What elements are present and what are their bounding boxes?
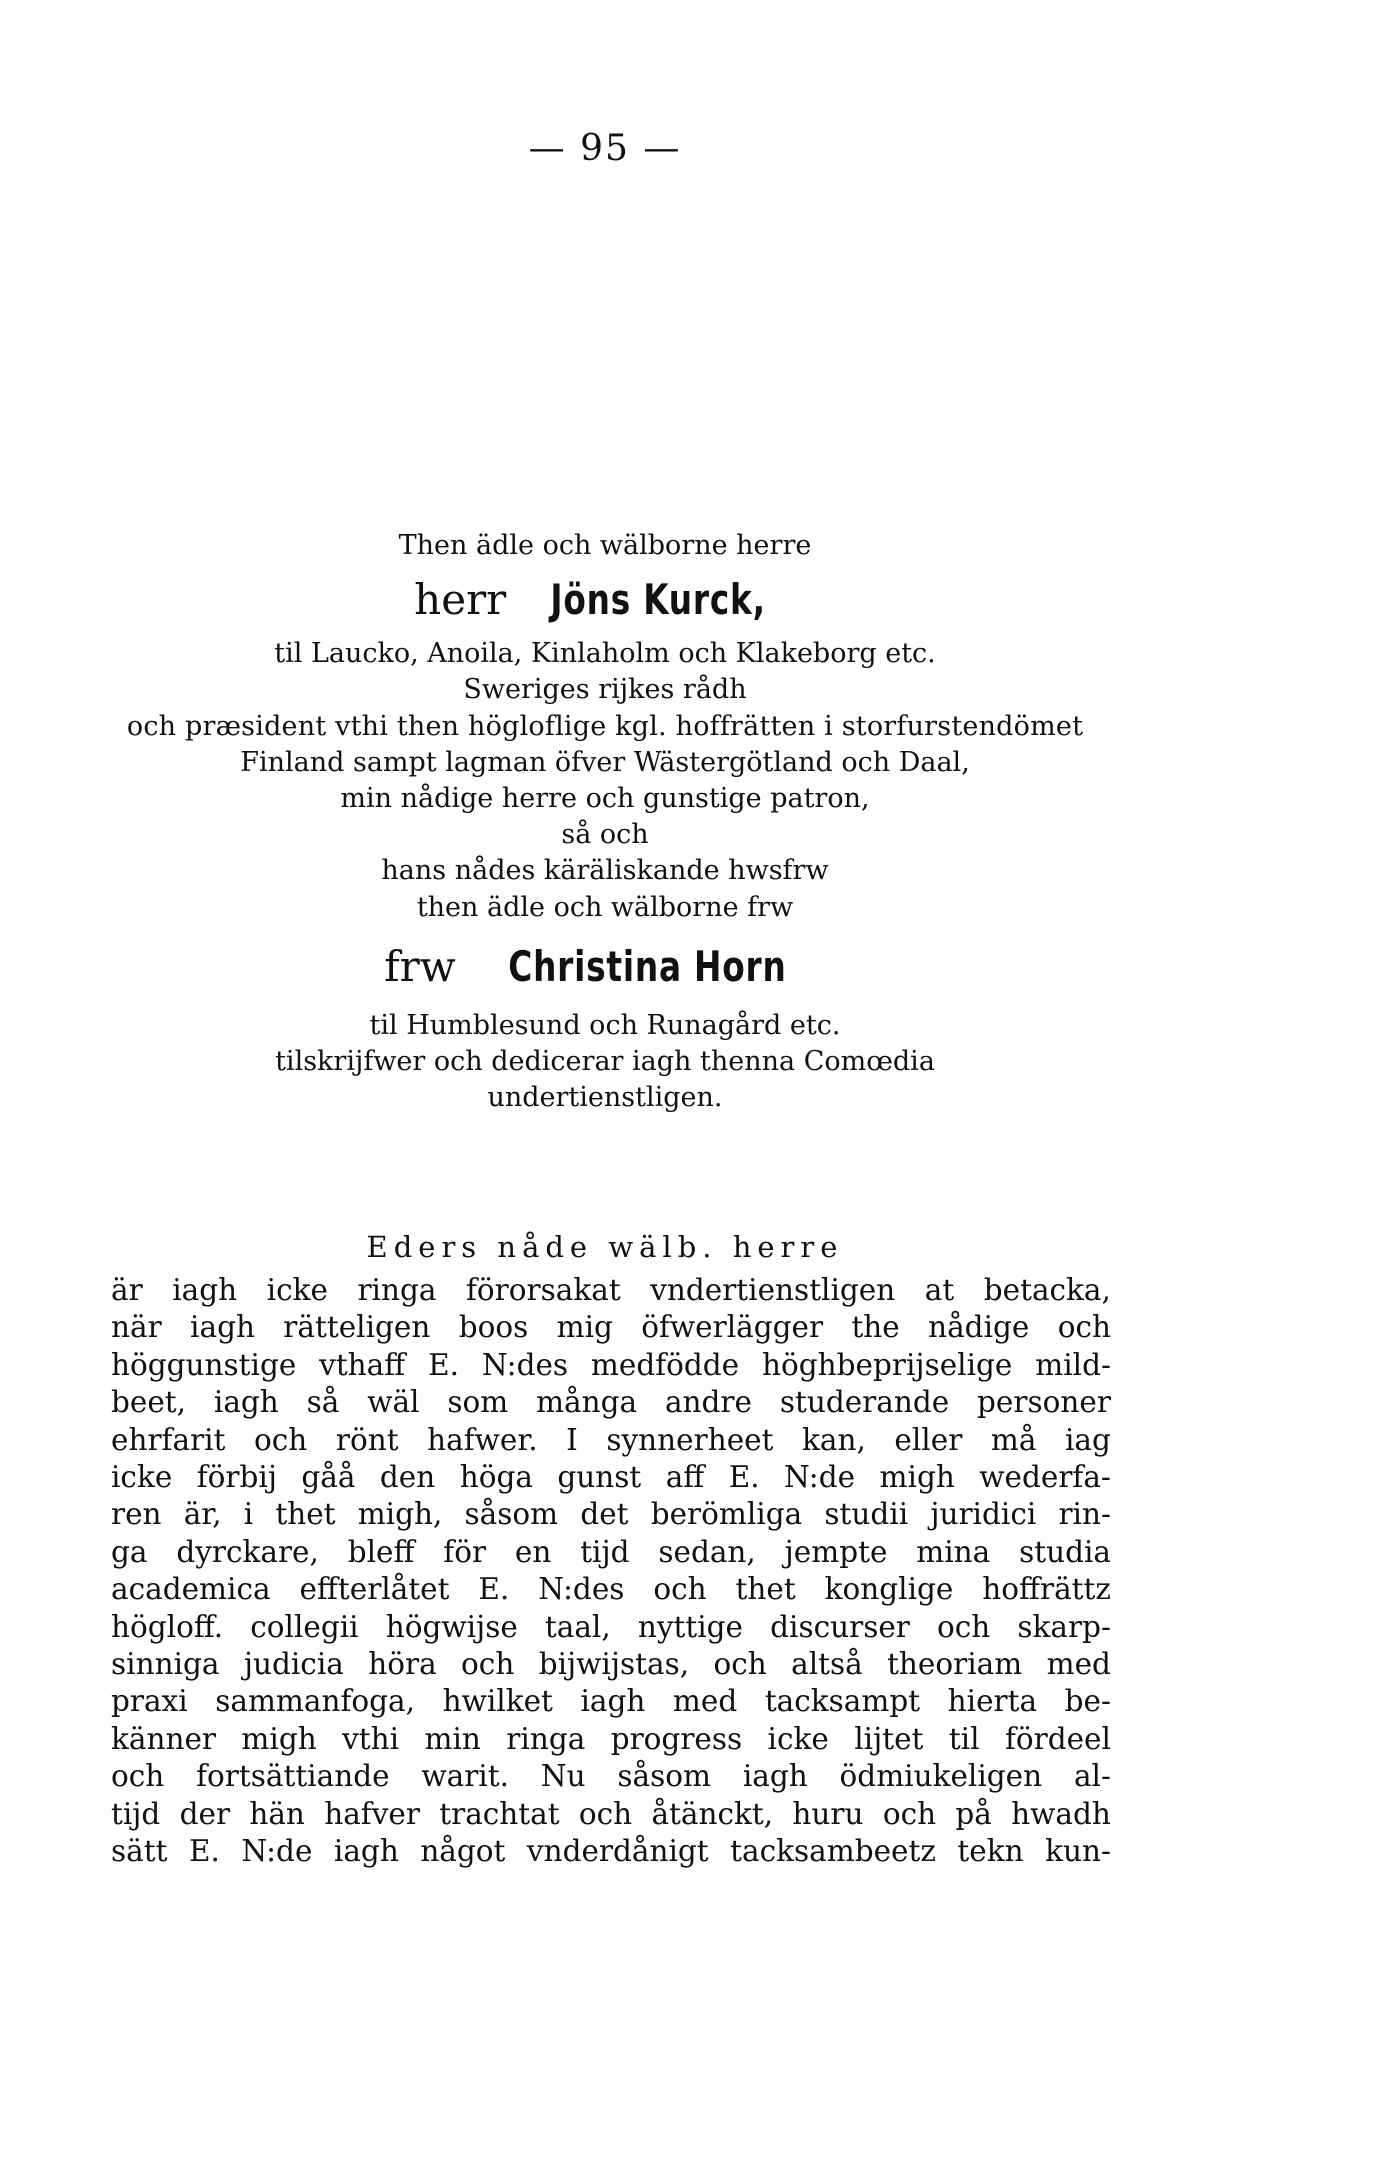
word: något [420, 1834, 506, 1869]
word: ödmiukeligen [839, 1759, 1043, 1794]
body-line [111, 1422, 1111, 1459]
recipient-2-name: Christina Horn [508, 941, 787, 991]
body-paragraph [111, 1272, 1111, 1871]
word: N:de [241, 1834, 313, 1869]
word: judicia [243, 1647, 344, 1682]
word: ren [111, 1497, 162, 1532]
word: det [580, 1497, 629, 1532]
word: och [1057, 1310, 1111, 1345]
word: med [1046, 1647, 1111, 1682]
dedication-line: min nådige herre och gunstige patron, [340, 783, 870, 815]
word: iag [1064, 1422, 1111, 1457]
word: der [179, 1796, 231, 1831]
dedication-line: til Humblesund och Runagård etc. [369, 1009, 841, 1041]
word: al- [1073, 1759, 1111, 1794]
word: så [306, 1385, 340, 1420]
word: E. [188, 1834, 220, 1869]
word: eller [894, 1422, 963, 1457]
word: beet, [111, 1385, 187, 1420]
dedication-line: Finland sampt lagman öfver Wästergötland och Daal, [240, 746, 970, 778]
word: migh, [357, 1497, 443, 1532]
word: theoriam [887, 1647, 1023, 1682]
word: tekn [957, 1834, 1024, 1869]
word: hafwer. [427, 1422, 538, 1457]
word: och [461, 1647, 515, 1682]
word: kan, [802, 1422, 866, 1457]
recipient-2-line [0, 926, 1210, 1008]
word: studia [1019, 1534, 1111, 1569]
body-line [111, 1496, 1111, 1533]
word: academica [111, 1572, 271, 1607]
body-line [111, 1833, 1111, 1870]
recipient-2-prefix: frw [384, 941, 456, 991]
word: altså [791, 1647, 863, 1682]
word: rin- [1058, 1497, 1111, 1532]
word: rönt [335, 1422, 399, 1457]
word: sinniga [111, 1647, 220, 1682]
word: högloff. [111, 1609, 224, 1644]
word: och [713, 1647, 767, 1682]
word: fördeel [1004, 1721, 1111, 1756]
body-line [111, 1758, 1111, 1795]
word: nyttige [637, 1609, 744, 1644]
word: lijtet [854, 1721, 924, 1756]
word: thet [275, 1497, 336, 1532]
word: som [447, 1385, 509, 1420]
dedication-line: tilskrijfwer och dedicerar iagh thenna Comœdia [275, 1046, 935, 1078]
word: iagh [213, 1385, 279, 1420]
body-line [111, 1646, 1111, 1683]
word: be- [1064, 1684, 1111, 1719]
word: E. [478, 1572, 510, 1607]
recipient-1-name: Jöns Kurck, [549, 575, 766, 625]
word: höggunstige [111, 1347, 297, 1382]
word: dyrckare, [176, 1534, 319, 1569]
dedication-line: undertienstligen. [487, 1082, 723, 1114]
word: ringa [357, 1273, 437, 1307]
word: och [653, 1572, 707, 1607]
word: vthaff [319, 1347, 406, 1382]
word: iagh [580, 1684, 646, 1719]
word: och [882, 1796, 937, 1831]
word: discurser [770, 1609, 910, 1644]
body-line [111, 1571, 1111, 1608]
word: gåå [301, 1460, 356, 1495]
word: den [379, 1460, 436, 1495]
word: the [851, 1310, 900, 1345]
body-line [111, 1309, 1111, 1346]
word: bijwijstas, [538, 1647, 690, 1682]
word: förbij [196, 1460, 277, 1495]
word: en [514, 1534, 552, 1569]
word: sätt [111, 1834, 168, 1869]
salutation: Eders nåde wälb. herre [366, 1230, 844, 1264]
body-line [111, 1721, 1111, 1758]
word: huru [792, 1796, 864, 1831]
word: och [937, 1609, 991, 1644]
word: berömliga [650, 1497, 803, 1532]
word: rätteligen [283, 1310, 431, 1345]
word: studii [824, 1497, 909, 1532]
word: i [243, 1497, 254, 1532]
word: warit. [421, 1759, 509, 1794]
word: Nu [540, 1759, 586, 1794]
body-line [111, 1459, 1111, 1496]
word: är, [183, 1497, 222, 1532]
word: iagh [172, 1273, 238, 1307]
word: icke [266, 1273, 328, 1307]
word: konglige [824, 1572, 954, 1607]
word: N:des [481, 1347, 569, 1382]
word: E. [728, 1460, 760, 1495]
word: mig [556, 1310, 613, 1345]
word: högwijse [385, 1609, 518, 1644]
word: tacksampt [764, 1684, 921, 1719]
word: ringa [506, 1721, 586, 1756]
word: iagh [742, 1759, 808, 1794]
word: til [948, 1721, 980, 1756]
word: är [111, 1273, 143, 1307]
word: migh [241, 1721, 317, 1756]
word: hoffrättz [982, 1572, 1111, 1607]
dedication-line: och præsident vthi then högloflige kgl. hoffrätten i storfurstendömet [126, 710, 1084, 742]
word: betacka, [983, 1273, 1111, 1307]
word: N:de [784, 1460, 856, 1495]
word: förorsakat [465, 1273, 621, 1307]
dedication-line: hans nådes käräliskande hwsfrw [381, 855, 829, 887]
word: hwadh [1011, 1796, 1111, 1831]
word: vnderdånigt [526, 1834, 709, 1869]
word: såsom [464, 1497, 559, 1532]
word: trachtat [439, 1796, 560, 1831]
word: sedan, [658, 1534, 756, 1569]
dedication-line: til Laucko, Anoila, Kinlaholm och Klakeborg etc. [274, 638, 936, 670]
word: wäl [367, 1385, 420, 1420]
word: iagh [333, 1834, 399, 1869]
word: icke [767, 1721, 829, 1756]
word: tacksambeetz [730, 1834, 936, 1869]
word: såsom [617, 1759, 712, 1794]
word: medfödde [590, 1347, 740, 1382]
word: tijd [111, 1796, 161, 1831]
word: nådige [928, 1310, 1030, 1345]
word: studerande [779, 1385, 950, 1420]
word: I [566, 1422, 578, 1457]
word: progress [610, 1721, 743, 1756]
word: hwilket [442, 1684, 553, 1719]
word: för [443, 1534, 487, 1569]
word: fortsättiande [196, 1759, 390, 1794]
body-line [111, 1796, 1111, 1833]
word: synnerheet [606, 1422, 774, 1457]
word: ga [111, 1534, 148, 1569]
word: känner [111, 1721, 217, 1756]
dedication-block [0, 528, 1210, 1116]
word: åtänckt, [651, 1796, 774, 1831]
word: boos [458, 1310, 529, 1345]
word: tijd [580, 1534, 630, 1569]
word: jempte [784, 1534, 888, 1569]
word: vndertienstligen [650, 1273, 896, 1307]
word: wederfa- [979, 1460, 1111, 1495]
word: E. [428, 1347, 460, 1382]
word: hierta [947, 1684, 1038, 1719]
word: när [111, 1310, 162, 1345]
word: praxi [111, 1684, 188, 1719]
body-line [111, 1534, 1111, 1571]
body-line [111, 1683, 1111, 1720]
word: N:des [538, 1572, 625, 1607]
word: sammanfoga, [215, 1684, 416, 1719]
word: gunst [557, 1460, 642, 1495]
word: hän [249, 1796, 305, 1831]
word: icke [111, 1460, 173, 1495]
word: thet [735, 1572, 796, 1607]
word: hafver [324, 1796, 420, 1831]
word: collegii [250, 1609, 359, 1644]
word: at [924, 1273, 955, 1307]
body-line [111, 1347, 1111, 1384]
dedication-line: Sweriges rijkes rådh [463, 674, 747, 706]
word: med [672, 1684, 738, 1719]
word: vthi [342, 1721, 400, 1756]
word: många [536, 1385, 638, 1420]
word: taal, [544, 1609, 611, 1644]
word: mild- [1035, 1347, 1111, 1382]
word: och [254, 1422, 308, 1457]
recipient-1-line [0, 564, 1210, 636]
word: öfwerlägger [641, 1310, 824, 1345]
word: höra [368, 1647, 437, 1682]
recipient-1-prefix: herr [414, 575, 507, 625]
word: juridici [930, 1497, 1037, 1532]
word: höga [459, 1460, 533, 1495]
word: kun- [1045, 1834, 1111, 1869]
word: skarp- [1017, 1609, 1111, 1644]
word: migh [879, 1460, 955, 1495]
body-line [111, 1272, 1111, 1309]
page-number: — 95 — [528, 128, 682, 169]
word: iagh [190, 1310, 255, 1345]
word: och [578, 1796, 633, 1831]
word: höghbeprijselige [762, 1347, 1013, 1382]
body-line [111, 1609, 1111, 1646]
word: bleff [347, 1534, 415, 1569]
word: min [424, 1721, 481, 1756]
dedication-line: then ädle och wälborne frw [416, 891, 794, 923]
word: andre [664, 1385, 752, 1420]
word: ehrfarit [111, 1422, 226, 1457]
dedication-line: så och [561, 819, 649, 851]
word: på [955, 1796, 992, 1831]
word: och [111, 1759, 165, 1794]
word: mina [916, 1534, 991, 1569]
word: personer [977, 1385, 1111, 1420]
word: effterlåtet [299, 1572, 450, 1607]
dedication-intro: Then ädle och wälborne herre [398, 530, 812, 561]
word: må [990, 1422, 1037, 1457]
word: aff [665, 1460, 705, 1495]
body-line [111, 1384, 1111, 1421]
